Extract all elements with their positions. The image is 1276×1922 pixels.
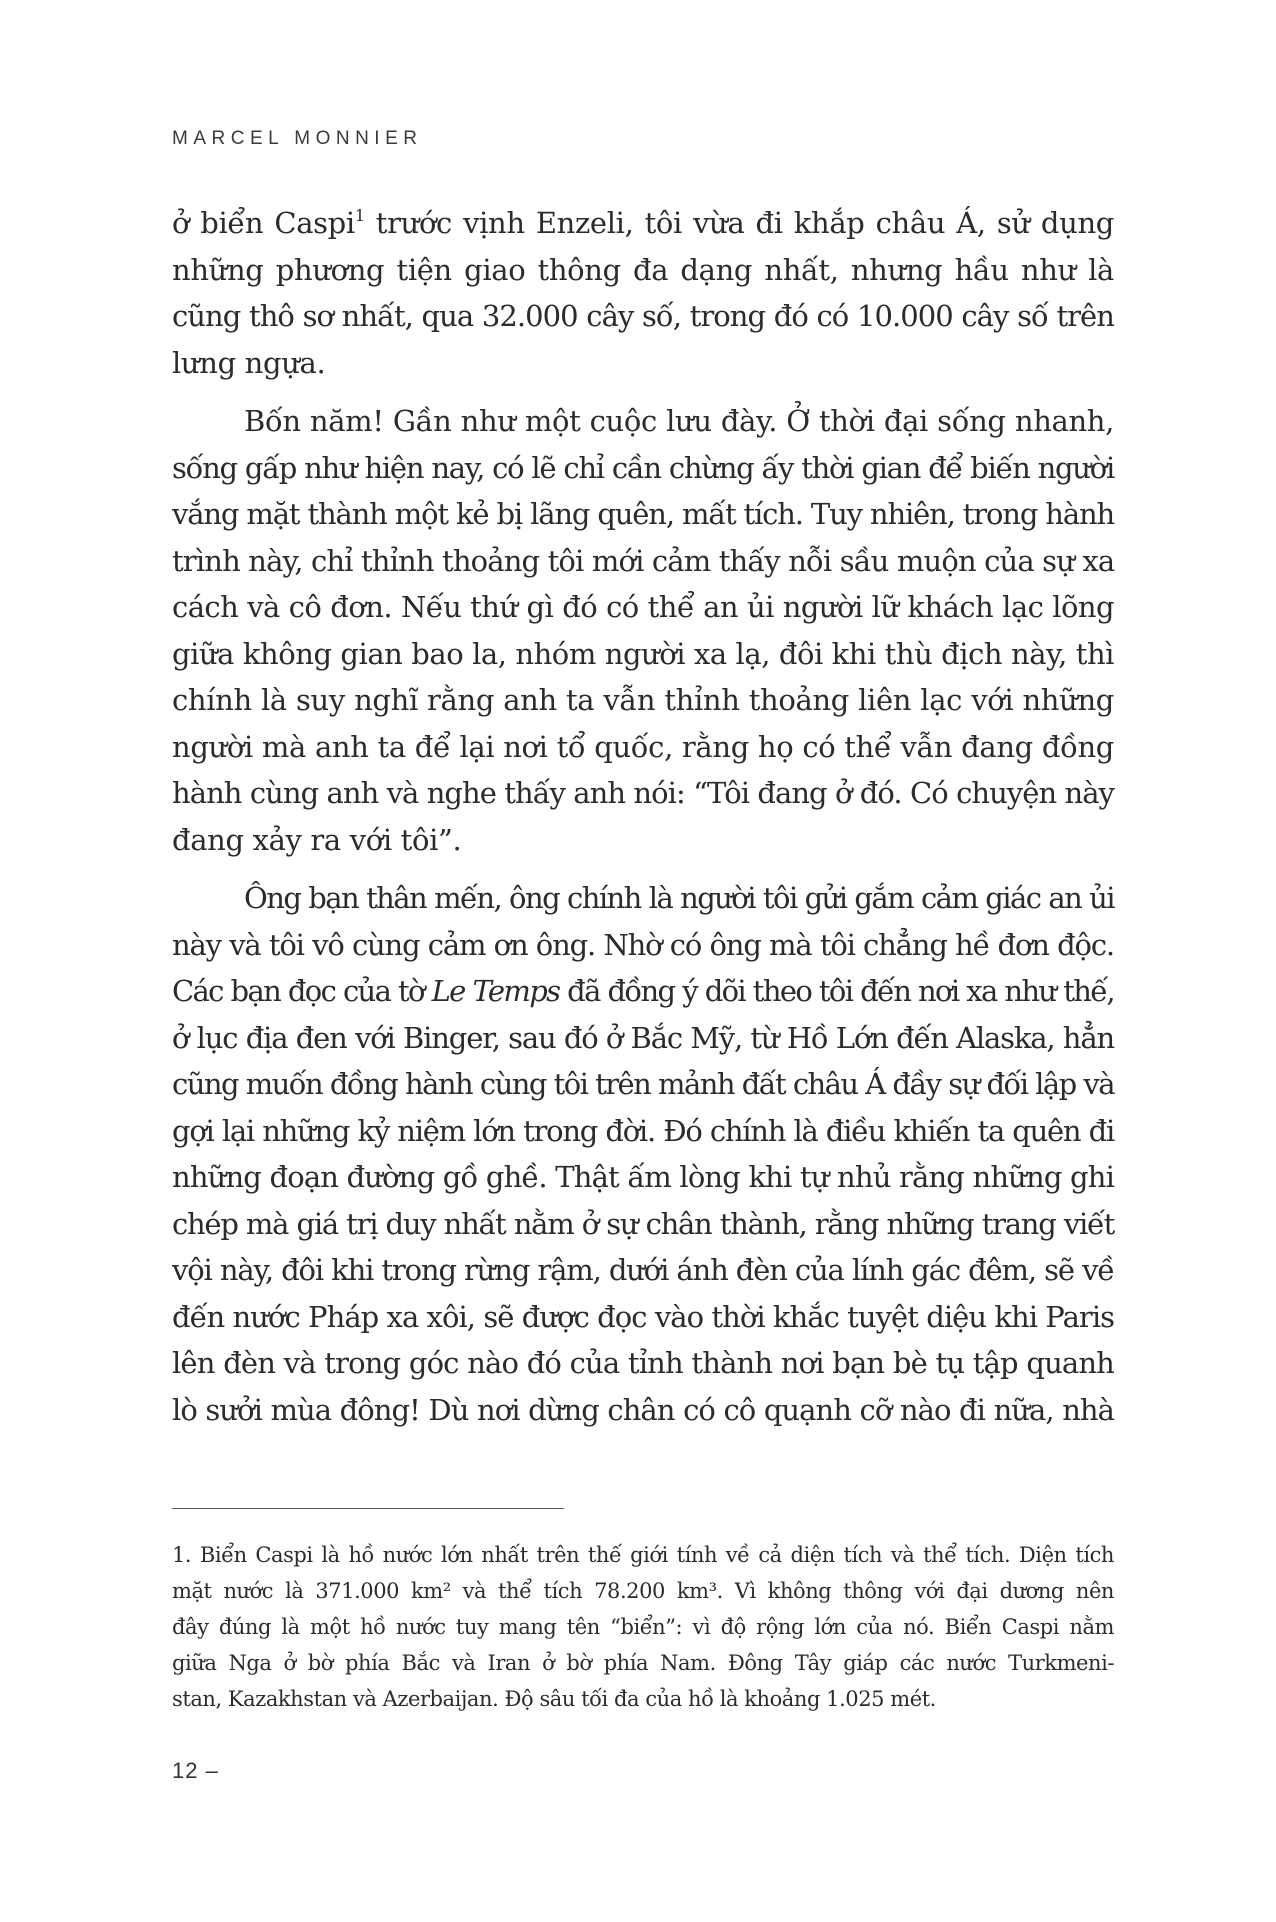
body-line: cách và cô đơn. Nếu thứ gì đó có thể an ủi người lữ khách lạc lõng [172,590,1114,624]
body-line: giữa không gian bao la, nhóm người xa lạ, đôi khi thù địch này, thì [172,636,1114,671]
body-line: ở biển Caspi$^1$ trước vịnh Enzeli, tôi vừa đi khắp châu Á, sử dụng [172,206,1114,240]
body-line: đang xảy ra với tôi”. [172,822,462,857]
body-line: vội này, đôi khi trong rừng rậm, dưới ánh đèn của lính gác đêm, sẽ về [172,1253,1114,1287]
footnote [172,1537,1114,1717]
body-line: lên đèn và trong góc nào đó của tỉnh thành nơi bạn bè tụ tập quanh [172,1346,1114,1380]
footnote-line: stan, Kazakhstan và Azerbaijan. Độ sâu tối đa của hồ là khoảng 1.025 mét. [172,1687,936,1711]
body-line: gợi lại những kỷ niệm lớn trong đời. Đó chính là điều khiến ta quên đi [172,1113,1114,1148]
body-line: đến nước Pháp xa xôi, sẽ được đọc vào thời khắc tuyệt diệu khi Paris [172,1299,1115,1334]
footnote-line: mặt nước là 371.000 km² và thể tích 78.200 km³. Vì không thông với đại dương nên [172,1579,1114,1603]
running-header: MARCEL MONNIER [172,128,423,149]
footnote-separator [172,1508,564,1509]
footnote-line: đây đúng là một hồ nước tuy mang tên “biển”: vì độ rộng lớn của nó. Biển Caspi nằm [172,1615,1114,1639]
body-line: người mà anh ta để lại nơi tổ quốc, rằng họ có thể vẫn đang đồng [172,729,1114,764]
body-line: hành cùng anh và nghe thấy anh nói: “Tôi đang ở đó. Có chuyện này [172,776,1114,810]
body-line: Bốn năm! Gần như một cuộc lưu đày. Ở thời đại sống nhanh, [244,404,1114,438]
body-line: này và tôi vô cùng cảm ơn ông. Nhờ có ông mà tôi chẳng hề đơn độc. [172,927,1114,962]
body-text [172,200,1114,1433]
body-line: trình này, chỉ thỉnh thoảng tôi mới cảm thấy nỗi sầu muộn của sự xa [172,543,1115,578]
page-number: 12 – [172,1758,219,1783]
paragraph-gap [172,386,1114,398]
body-line: những phương tiện giao thông đa dạng nhất, nhưng hầu như là [172,252,1114,287]
footnote-reference: 1 [354,206,365,225]
footnote-line: giữa Nga ở bờ phía Bắc và Iran ở bờ phía Nam. Đông Tây giáp các nước Turkmeni- [172,1651,1114,1675]
body-line: lò sưởi mùa đông! Dù nơi dừng chân có cô quạnh cỡ nào đi nữa, nhà [172,1392,1114,1427]
body-line: chép mà giá trị duy nhất nằm ở sự chân thành, rằng những trang viết [172,1206,1114,1241]
body-line: vắng mặt thành một kẻ bị lãng quên, mất tích. Tuy nhiên, trong hành [172,497,1115,531]
body-line: cũng thô sơ nhất, qua 32.000 cây số, trong đó có 10.000 cây số trên [172,299,1114,333]
body-line: ở lục địa đen với Binger, sau đó ở Bắc Mỹ, từ Hồ Lớn đến Alaska, hẳn [172,1020,1114,1055]
body-line: chính là suy nghĩ rằng anh ta vẫn thỉnh thoảng liên lạc với những [172,683,1114,717]
footnote-line: 1. Biển Caspi là hồ nước lớn nhất trên thế giới tính về cả diện tích và thể tích. Diện tích [172,1543,1114,1567]
body-line: lưng ngựa. [172,345,326,380]
body-line: những đoạn đường gồ ghề. Thật ấm lòng khi tự nhủ rằng những ghi [172,1160,1114,1194]
paragraph-gap [172,863,1114,875]
body-line: cũng muốn đồng hành cùng tôi trên mảnh đất châu Á đầy sự đối lập và [172,1067,1114,1101]
body-line: sống gấp như hiện nay, có lẽ chỉ cần chừng ấy thời gian để biến người [172,450,1114,485]
body-line: Các bạn đọc của tờ Le Temps đã đồng ý dõi theo tôi đến nơi xa như thế, [172,974,1114,1008]
newspaper-title: Le Temps [431,974,560,1008]
body-line: Ông bạn thân mến, ông chính là người tôi gửi gắm cảm giác an ủi [244,881,1114,915]
